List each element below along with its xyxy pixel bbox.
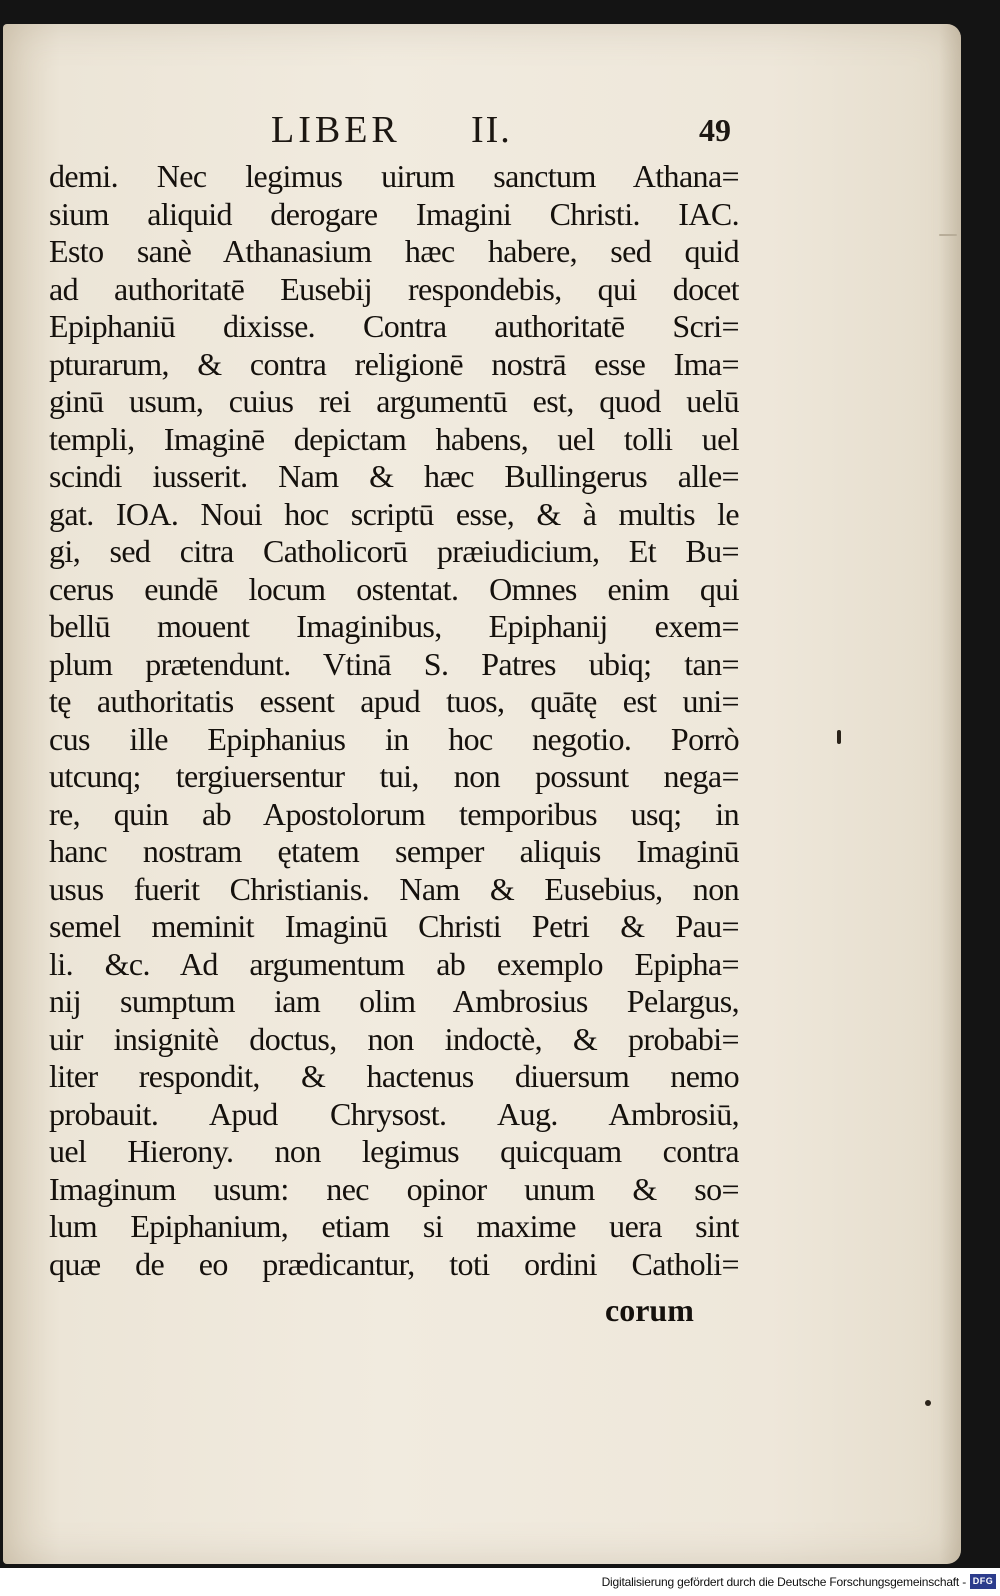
ink-speck [925, 1400, 931, 1406]
book-page [3, 24, 961, 1564]
ink-speck [939, 234, 957, 236]
text-line: utcunq; tergiuersentur tui, non possunt nega= [49, 758, 739, 794]
text-line: ginū usum, cuius rei argumentū est, quod uelū [49, 383, 739, 419]
text-line: probauit. Apud Chrysost. Aug. Ambrosiū, [49, 1095, 739, 1132]
text-line: uir insignitè doctus, non indoctè, & probabi= [49, 1020, 739, 1057]
funding-credit: Digitalisierung gefördert durch die Deutsche Forschungsgemeinschaft - [601, 1575, 966, 1589]
text-line: pturarum, & contra religionē nostrā esse Ima= [49, 345, 739, 382]
text-line: hanc nostram ętatem semper aliquis Imaginū [49, 833, 739, 869]
text-line: Esto sanè Athanasium hæc habere, sed quid [49, 233, 739, 269]
ink-speck [837, 730, 841, 744]
text-line: Epiphaniū dixisse. Contra authoritatē Scri= [49, 308, 739, 344]
text-line: plum prætendunt. Vtinā S. Patres ubiq; tan= [49, 645, 739, 682]
dfg-logo: DFG [970, 1574, 996, 1589]
text-line: sium aliquid derogare Imagini Christi. IAC. [49, 195, 739, 232]
running-head-title: LIBER [271, 109, 401, 151]
running-head [271, 108, 731, 152]
text-line: lum Epiphanium, etiam si maxime uera sint [49, 1208, 739, 1244]
folio-number: 49 [699, 112, 731, 148]
text-line: Imaginum usum: nec opinor unum & so= [49, 1170, 739, 1207]
text-line: semel meminit Imaginū Christi Petri & Pau= [49, 908, 739, 944]
text-line: scindi iusserit. Nam & hæc Bullingerus alle= [49, 458, 739, 494]
digitization-footer [0, 1568, 1000, 1596]
text-line: demi. Nec legimus uirum sanctum Athana= [49, 158, 739, 194]
text-line: tę authoritatis essent apud tuos, quātę est uni= [49, 683, 739, 719]
text-line: quæ de eo prædicantur, toti ordini Catholi= [49, 1245, 739, 1282]
text-line: templi, Imaginē depictam habens, uel tolli uel [49, 420, 739, 457]
text-line: gi, sed citra Catholicorū præiudicium, Et Bu= [49, 533, 739, 569]
text-line: li. &c. Ad argumentum ab exemplo Epipha= [49, 945, 739, 982]
text-line: gat. IOA. Noui hoc scriptū esse, & à multis le [49, 495, 739, 532]
text-line: cerus eundē locum ostentat. Omnes enim qui [49, 570, 739, 607]
text-line: bellū mouent Imaginibus, Epiphanij exem= [49, 608, 739, 644]
page-edge-shadow [939, 24, 961, 1564]
running-head-book-number: II. [471, 109, 512, 151]
catchword: corum [605, 1292, 694, 1328]
text-line: uel Hierony. non legimus quicquam contra [49, 1133, 739, 1169]
text-line: liter respondit, & hactenus diuersum nemo [49, 1058, 739, 1094]
text-line: cus ille Epiphanius in hoc negotio. Porrò [49, 720, 739, 757]
text-block [49, 158, 739, 1283]
text-line: ad authoritatē Eusebij respondebis, qui docet [49, 270, 739, 307]
text-line: re, quin ab Apostolorum temporibus usq; in [49, 795, 739, 832]
text-line: usus fuerit Christianis. Nam & Eusebius, non [49, 870, 739, 907]
text-line: nij sumptum iam olim Ambrosius Pelargus, [49, 983, 739, 1019]
